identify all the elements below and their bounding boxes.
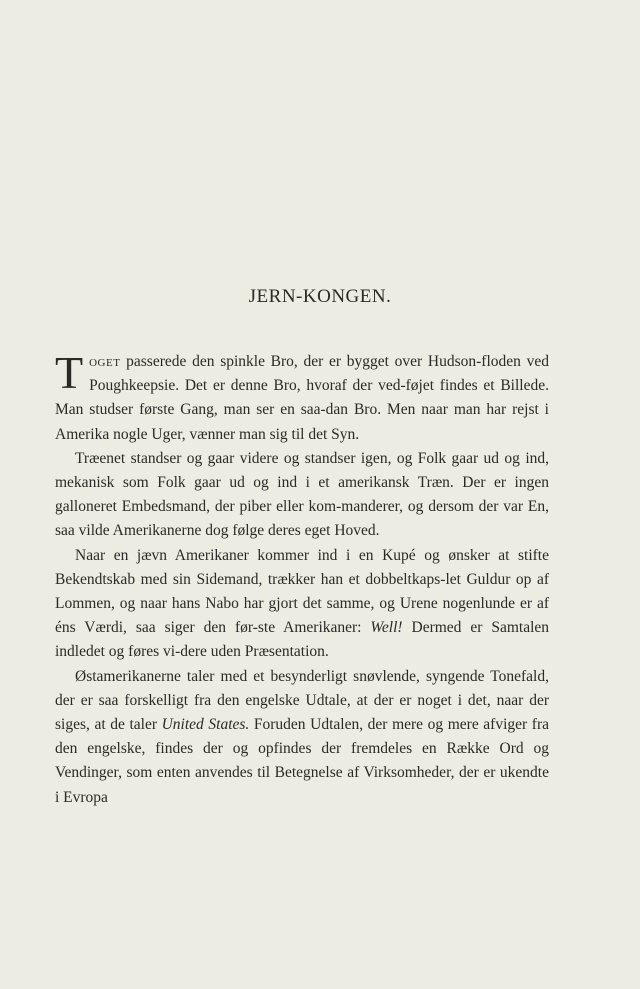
body-text [55, 347, 550, 810]
paragraph-3-text-before: Naar en jævn Amerikaner kommer ind i en Kupé og ønsker at stifte Bekendtskab med sin Sidemand, trækker han et dobbeltkaps-let Guldur op af Lommen, og naar hans Nabo har gjort det samme, og Urene nogenlunde er af éns Værdi, saa siger den før-ste Amerikaner: [55, 546, 549, 637]
paragraph-3-italic: Well! [370, 619, 403, 637]
paragraph-1-text: passerede den spinkle Bro, der er bygget over Hudson-floden ved Poughkeepsie. Det er denne Bro, hvoraf der ved-føjet findes et Billede. Man studser første Gang, man ser en saa-dan Bro. Men naar man har rejst i Amerika nogle Uger, vænner man sig til det Syn. [55, 353, 549, 443]
paragraph-4 [55, 665, 549, 810]
paragraph-2: Træenet standser og gaar videre og standser igen, og Folk gaar ud og ind, mekanisk som Folk gaar ud og ind i et amerikansk Træn. Der er ingen galloneret Embedsmand, der piber eller kom-manderer, og dersom der var En, saa vilde Amerikanerne dog følge deres eget Hoved. [55, 449, 549, 540]
paragraph-3 [55, 544, 549, 665]
paragraph-3-text-after: Dermed er Samtalen indledet og føres vi-dere uden Præsentation. [55, 619, 550, 661]
paragraph-1 [55, 347, 549, 447]
paragraph-4-text-before: Østamerikanerne taler med et besynderligt snøvlende, syngende Tonefald, der er saa forskelligt fra den engelske Udtale, at der er noget i det, naar der siges, at de taler [55, 667, 549, 734]
paragraph-4-italic: United States. [161, 716, 250, 734]
drop-cap: T [55, 347, 84, 398]
paragraph-4-text-after: Foruden Udtalen, der mere og mere afviger fra den engelske, findes der og opfindes der fremdeles en Række Ord og Vendinger, som enten anvendes til Betegnelse af Virksomheder, der er ukendte i Evropa [55, 716, 549, 806]
chapter-title: JERN-KONGEN. [248, 286, 392, 307]
small-caps-opening: oget [89, 353, 121, 370]
